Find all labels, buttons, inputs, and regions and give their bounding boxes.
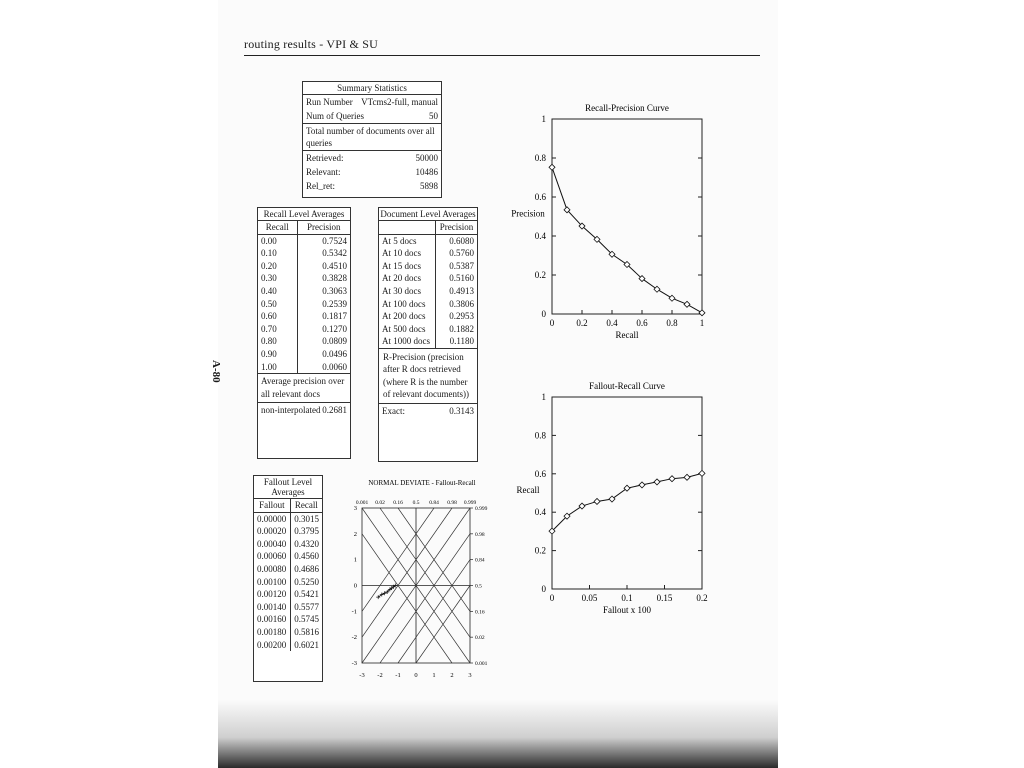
- recall-table-cell: 0.1817: [322, 311, 347, 322]
- fr-point: [699, 470, 705, 476]
- recall-table-cell: 1.00: [258, 361, 297, 374]
- nd-title: NORMAL DEVIATE - Fallout-Recall: [368, 479, 476, 487]
- recall-table-cell: 0.2539: [322, 298, 347, 309]
- rp-ylabel: Precision: [511, 208, 545, 219]
- rp-x-tick-label: 1: [699, 318, 705, 328]
- recall-table-cell: 0.0809: [322, 336, 347, 347]
- fallout-table-cell: 0.00020: [254, 525, 290, 538]
- recall-table-cell: 0.0060: [322, 361, 347, 372]
- nd-x-tick-label: 3: [468, 672, 472, 679]
- fallout-table-cell: 0.5250: [294, 576, 319, 587]
- doc-table-cell: 0.6080: [449, 235, 474, 246]
- nd-x-tick-label: 0: [414, 672, 418, 679]
- doc-table-cell: 0.2953: [449, 311, 474, 322]
- fr-x-tick-label: 0: [549, 593, 555, 603]
- fallout-table-cell: 0.3015: [294, 513, 319, 524]
- rp-x-tick-label: 0.2: [576, 318, 588, 328]
- nd-x-tick-label: -2: [377, 672, 383, 679]
- fallout-table-row: [254, 563, 322, 576]
- doc-table-cell: 0.5760: [449, 248, 474, 259]
- fr-y-tick-label: 0.4: [534, 507, 546, 518]
- rp-y-tick-label: 0: [541, 309, 546, 319]
- fallout-table-cell: 0.5577: [294, 601, 319, 612]
- page-edge-shadow: [218, 700, 778, 768]
- page-header: routing results - VPI & SU: [244, 37, 378, 51]
- nd-series-line: [378, 586, 395, 598]
- doc-table-row: [379, 310, 477, 323]
- fr-point: [669, 476, 675, 482]
- doc-table-cell: 0.5160: [449, 273, 474, 284]
- doc-table-cell: 0.3806: [449, 298, 474, 309]
- nd-top-tick-label: 0.98: [447, 500, 457, 506]
- recall-table-cell: 0.3063: [322, 285, 347, 296]
- col-docs: [379, 221, 436, 234]
- num-queries-value: 50: [429, 111, 438, 121]
- retrieved-label: Retrieved:: [306, 153, 344, 163]
- fr-series-line: [552, 473, 702, 531]
- recall-table-cell: 0.90: [258, 348, 297, 361]
- fr-point: [579, 503, 585, 509]
- fr-y-tick-label: 0.6: [534, 468, 546, 479]
- nd-y-tick-label: 1: [353, 556, 357, 564]
- recall-table-row: [258, 298, 350, 311]
- recall-table-row: [258, 323, 350, 336]
- fallout-table-cell: 0.00100: [254, 576, 290, 589]
- doc-table-cell: At 1000 docs: [379, 335, 436, 348]
- fallout-table-row: [254, 576, 322, 589]
- fr-xlabel: Fallout x 100: [602, 605, 652, 615]
- recall-precision-chart: [505, 95, 720, 350]
- doc-table-row: [379, 323, 477, 336]
- recall-table-row: [258, 310, 350, 323]
- nd-right-tick-label: 0.16: [475, 609, 485, 616]
- rp-x-tick-label: 0.8: [666, 318, 678, 328]
- fallout-table-row: [254, 601, 322, 614]
- rp-y-tick-label: 0.4: [534, 231, 546, 241]
- recall-table-cell: 0.50: [258, 298, 297, 311]
- doc-table-title: Document Level Averages: [380, 209, 476, 219]
- col-fallout-recall: Recall: [290, 499, 322, 512]
- recall-table-row: [258, 348, 350, 361]
- relret-label: Rel_ret:: [306, 181, 335, 191]
- recall-table-title: Recall Level Averages: [258, 208, 350, 221]
- recall-table-row: [258, 260, 350, 273]
- nd-x-tick-label: 2: [450, 672, 454, 679]
- rp-y-tick-label: 0.8: [534, 153, 546, 163]
- doc-table: [379, 221, 477, 348]
- fr-point: [594, 498, 600, 504]
- doc-table-cell: 0.5387: [449, 260, 474, 271]
- nd-x-tick-label: -3: [359, 672, 365, 679]
- noninterp-value: 0.2681: [322, 405, 347, 416]
- doc-table-row: [379, 335, 477, 348]
- fr-y-tick-label: 0.2: [534, 545, 546, 556]
- recall-table-cell: 0.1270: [322, 323, 347, 334]
- fr-ylabel: Recall: [516, 485, 540, 495]
- recall-table-cell: 0.20: [258, 260, 297, 273]
- nd-top-tick-label: 0.16: [393, 500, 403, 506]
- rp-frame: [552, 119, 702, 314]
- fallout-table-cell: 0.00120: [254, 588, 290, 601]
- relret-value: 5898: [420, 181, 438, 191]
- relevant-label: Relevant:: [306, 167, 341, 177]
- doc-table-row: [379, 234, 477, 247]
- fallout-table: [254, 499, 322, 651]
- nd-top-tick-label: 0.5: [412, 500, 420, 506]
- fr-x-tick-label: 0.1: [621, 593, 633, 603]
- recall-table-cell: 0.7524: [322, 235, 347, 246]
- rp-point: [699, 310, 705, 316]
- summary-statistics-box: [302, 81, 442, 198]
- recall-table-row: [258, 285, 350, 298]
- doc-table-cell: At 30 docs: [379, 285, 436, 298]
- fr-point: [654, 479, 660, 485]
- rp-x-tick-label: 0: [549, 318, 555, 328]
- header-rule: [244, 55, 760, 56]
- fr-frame: [552, 397, 702, 589]
- doc-table-row: [379, 247, 477, 260]
- doc-table-cell: 0.1180: [449, 336, 474, 347]
- num-queries-label: Num of Queries: [306, 111, 364, 121]
- doc-table-cell: At 20 docs: [379, 272, 436, 285]
- doc-table-row: [379, 298, 477, 311]
- retrieved-value: 50000: [415, 153, 438, 163]
- fallout-table-cell: 0.00080: [254, 563, 290, 576]
- recall-table-cell: 0.4510: [322, 260, 347, 271]
- nd-y-tick-label: 2: [353, 530, 357, 538]
- fr-x-tick-label: 0.05: [581, 593, 598, 603]
- recall-table-row: [258, 361, 350, 374]
- fr-y-tick-label: 0.8: [534, 430, 546, 441]
- col-precision: Precision: [297, 221, 350, 234]
- rp-y-tick-label: 1: [541, 114, 546, 124]
- recall-table-cell: 0.10: [258, 247, 297, 260]
- rp-point: [684, 301, 690, 307]
- noninterp-label: non-interpolated: [261, 405, 321, 416]
- doc-table-row: [379, 272, 477, 285]
- nd-x-tick-label: 1: [432, 672, 436, 679]
- recall-table-cell: 0.0496: [322, 348, 347, 359]
- fr-point: [684, 474, 690, 480]
- exact-value: 0.3143: [449, 405, 474, 416]
- recall-table: [258, 221, 350, 373]
- doc-table-cell: At 100 docs: [379, 298, 436, 311]
- fr-x-tick-label: 0.15: [656, 593, 673, 603]
- run-number-label: Run Number: [306, 97, 353, 107]
- normal-deviate-chart: [340, 476, 500, 686]
- doc-table-row: [379, 260, 477, 273]
- recall-table-cell: 0.40: [258, 285, 297, 298]
- page-number: A-80: [210, 360, 222, 383]
- rp-x-tick-label: 0.4: [606, 318, 618, 328]
- fallout-table-cell: 0.3795: [294, 526, 319, 537]
- fallout-table-row: [254, 538, 322, 551]
- nd-y-tick-label: -1: [351, 608, 357, 616]
- fallout-table-cell: 0.4686: [294, 563, 319, 574]
- fallout-table-row: [254, 550, 322, 563]
- fr-y-tick-label: 0: [541, 584, 546, 594]
- r-precision-note: R-Precision (precision after R docs retrieved (where R is the number of relevant documents)): [379, 348, 477, 403]
- fallout-table-row: [254, 613, 322, 626]
- col-doc-precision: Precision: [436, 221, 477, 234]
- recall-table-row: [258, 247, 350, 260]
- recall-table-cell: 0.3828: [322, 273, 347, 284]
- fallout-table-cell: 0.4560: [294, 551, 319, 562]
- fallout-table-cell: 0.00200: [254, 639, 290, 652]
- fallout-table-row: [254, 525, 322, 538]
- nd-right-tick-label: 0.84: [475, 557, 485, 564]
- relevant-value: 10486: [415, 167, 438, 177]
- rp-y-tick-label: 0.2: [534, 270, 546, 280]
- rp-point: [549, 164, 555, 170]
- rp-series-line: [552, 167, 702, 313]
- fr-title: Fallout-Recall Curve: [589, 381, 665, 391]
- rp-xlabel: Recall: [615, 330, 639, 340]
- nd-right-tick-label: 0.02: [475, 635, 485, 642]
- rp-y-tick-label: 0.6: [534, 192, 546, 202]
- fr-y-tick-label: 1: [541, 392, 546, 402]
- fallout-table-cell: 0.00060: [254, 550, 290, 563]
- fallout-table-cell: 0.5816: [294, 626, 319, 637]
- fallout-level-averages-box: [253, 475, 323, 682]
- fallout-table-cell: 0.5421: [294, 589, 319, 600]
- document-level-averages-box: [378, 207, 478, 462]
- doc-table-cell: At 15 docs: [379, 260, 436, 273]
- rp-point: [669, 295, 675, 301]
- fallout-table-cell: 0.5745: [294, 614, 319, 625]
- doc-table-cell: 0.1882: [449, 323, 474, 334]
- fallout-table-title: Fallout Level Averages: [254, 476, 322, 499]
- fallout-table-row: [254, 512, 322, 525]
- col-recall: Recall: [258, 221, 297, 234]
- doc-table-cell: At 500 docs: [379, 323, 436, 336]
- recall-table-row: [258, 234, 350, 247]
- recall-table-cell: 0.5342: [322, 248, 347, 259]
- nd-x-tick-label: -1: [395, 672, 401, 679]
- nd-top-tick-label: 0.999: [463, 500, 477, 506]
- doc-table-cell: At 5 docs: [379, 234, 436, 247]
- nd-right-tick-label: 0.001: [475, 661, 488, 667]
- summary-title: Summary Statistics: [303, 82, 441, 95]
- run-number-value: VTcms2-full, manual: [361, 97, 438, 107]
- nd-y-tick-label: -2: [351, 634, 357, 642]
- doc-table-row: [379, 285, 477, 298]
- recall-level-averages-box: [257, 207, 351, 459]
- recall-table-cell: 0.60: [258, 310, 297, 323]
- exact-label: Exact:: [382, 405, 405, 416]
- fr-x-tick-label: 0.2: [696, 593, 708, 603]
- recall-table-row: [258, 272, 350, 285]
- nd-top-tick-label: 0.02: [375, 500, 385, 506]
- recall-table-cell: 0.00: [258, 234, 297, 247]
- fallout-recall-chart: [505, 373, 720, 633]
- nd-y-tick-label: 3: [353, 505, 357, 512]
- fallout-table-row: [254, 588, 322, 601]
- doc-table-cell: At 200 docs: [379, 310, 436, 323]
- nd-y-tick-label: -3: [351, 660, 357, 667]
- fallout-table-cell: 0.00040: [254, 538, 290, 551]
- fallout-table-cell: 0.00160: [254, 613, 290, 626]
- nd-right-tick-label: 0.999: [475, 506, 488, 512]
- recall-table-cell: 0.70: [258, 323, 297, 336]
- doc-table-cell: 0.4913: [449, 285, 474, 296]
- fallout-table-cell: 0.00180: [254, 626, 290, 639]
- nd-y-tick-label: 0: [353, 582, 357, 590]
- fallout-table-cell: 0.00000: [254, 512, 290, 525]
- nd-right-tick-label: 0.98: [475, 531, 485, 538]
- rp-x-tick-label: 0.6: [636, 318, 648, 328]
- recall-table-cell: 0.30: [258, 272, 297, 285]
- doc-table-cell: At 10 docs: [379, 247, 436, 260]
- fallout-table-cell: 0.00140: [254, 601, 290, 614]
- total-docs-label: Total number of documents over all queries: [303, 124, 441, 151]
- col-fallout: Fallout: [254, 499, 290, 512]
- nd-right-tick-label: 0.5: [475, 583, 482, 590]
- fallout-table-row: [254, 639, 322, 652]
- rp-title: Recall-Precision Curve: [585, 103, 669, 113]
- nd-top-tick-label: 0.001: [355, 500, 369, 506]
- fallout-table-row: [254, 626, 322, 639]
- recall-table-cell: 0.80: [258, 335, 297, 348]
- recall-table-row: [258, 335, 350, 348]
- fr-point: [639, 482, 645, 488]
- fallout-table-cell: 0.6021: [294, 639, 319, 650]
- avg-precision-label: Average precision over all relevant docs: [258, 373, 350, 402]
- nd-top-tick-label: 0.84: [429, 500, 439, 506]
- fallout-table-cell: 0.4320: [294, 538, 319, 549]
